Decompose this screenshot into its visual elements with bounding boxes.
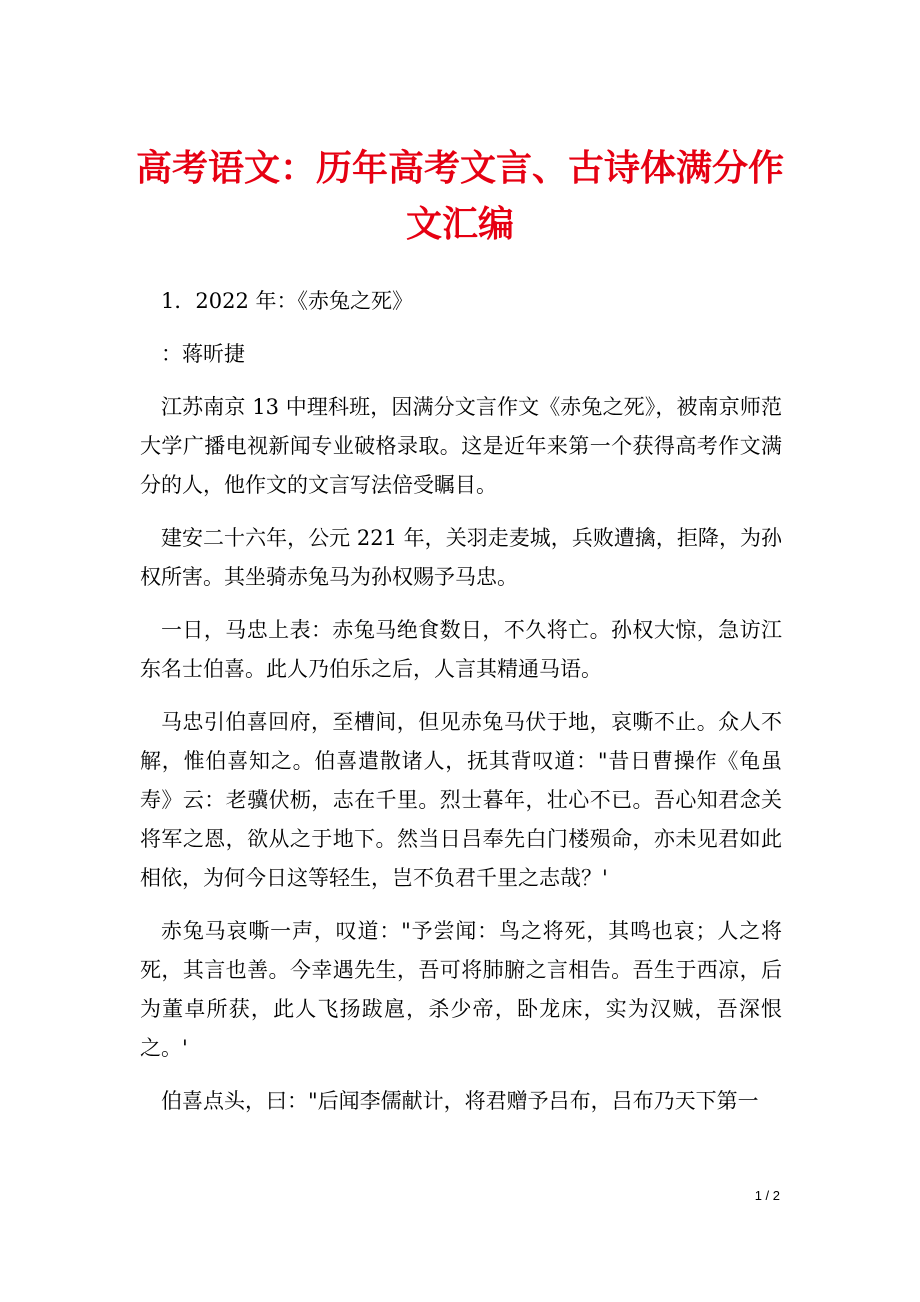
paragraph: 建安二十六年，公元 221 年，关羽走麦城，兵败遭擒，拒降，为孙权所害。其坐骑赤兔马为孙权赐予马忠。 bbox=[140, 526, 782, 589]
paragraph: 伯喜点头，曰："后闻李儒献计，将君赠予吕布，吕布乃天下第一 bbox=[161, 1089, 759, 1113]
paragraph: 一日，马忠上表：赤兔马绝食数日，不久将亡。孙权大惊，急访江东名士伯喜。此人乃伯乐之后，人言其精通马语。 bbox=[140, 618, 782, 681]
paragraph: 江苏南京 13 中理科班，因满分文言作文《赤兔之死》，被南京师范大学广播电视新闻专业破格录取。这是近年来第一个获得高考作文满分的人，他作文的文言写法倍受瞩目。 bbox=[140, 395, 782, 497]
document-body bbox=[140, 282, 782, 1135]
paragraph-heading: 1．2022 年：《赤兔之死》 bbox=[161, 289, 413, 313]
paragraph: 赤兔马哀嘶一声，叹道："予尝闻：鸟之将死，其鸣也哀；人之将死，其言也善。今幸遇先生，吾可将肺腑之言相告。吾生于西凉，后为董卓所获，此人飞扬跋扈，杀少帝，卧龙床，实为汉贼，吾深恨之。' bbox=[140, 919, 782, 1060]
document-title: 高考语文：历年高考文言、古诗体满分作文汇编 bbox=[135, 147, 784, 245]
paragraph: 马忠引伯喜回府，至槽间，但见赤兔马伏于地，哀嘶不止。众人不解，惟伯喜知之。伯喜遣散诸人，抚其背叹道："昔日曹操作《龟虽寿》云：老骥伏枥，志在千里。烈士暮年，壮心不已。吾心知君念关将军之恩，欲从之于地下。然当日吕奉先白门楼殒命，亦未见君如此相依，为何今日这等轻生，岂不负君千里之志哉？' bbox=[140, 710, 782, 890]
page-number: 1 / 2 bbox=[754, 1188, 780, 1203]
paragraph-author: ：蒋昕捷 bbox=[161, 342, 245, 366]
